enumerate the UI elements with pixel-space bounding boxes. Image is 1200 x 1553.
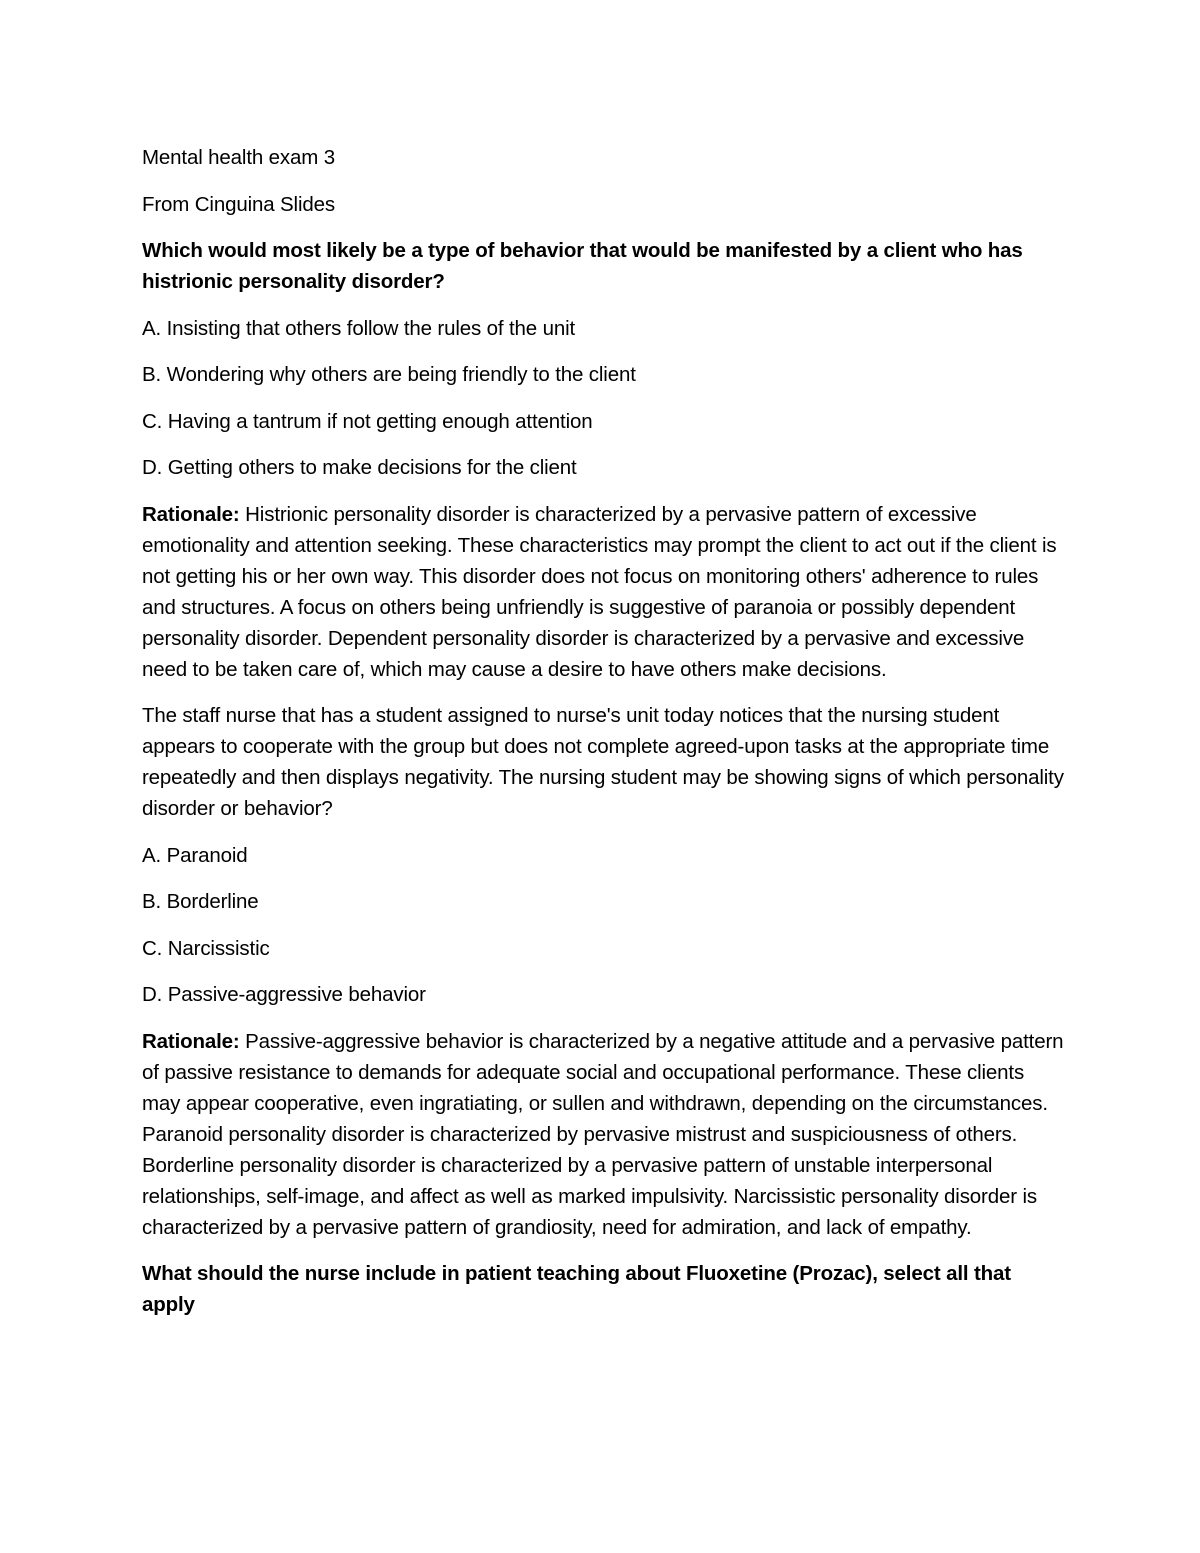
q1-option-a: A. Insisting that others follow the rules of the unit bbox=[142, 316, 576, 340]
question-1: Which would most likely be a type of behavior that would be manifested by a client who has histrionic personality disorder? bbox=[142, 239, 1023, 293]
q1-rationale-label: Rationale: bbox=[142, 502, 240, 526]
q2-rationale-label: Rationale: bbox=[142, 1029, 240, 1053]
document-page bbox=[142, 142, 1067, 1336]
question-2: The staff nurse that has a student assigned to nurse's unit today notices that the nursing student appears to cooperate with the group but does not complete agreed-upon tasks at the appropriate time repeatedly and then displays negativity. The nursing student may be showing signs of which personality disorder or behavior? bbox=[142, 704, 1064, 820]
document-source: From Cinguina Slides bbox=[142, 192, 335, 216]
q2-option-b: B. Borderline bbox=[142, 890, 259, 913]
q1-option-c: C. Having a tantrum if not getting enough attention bbox=[142, 409, 593, 433]
q1-rationale bbox=[142, 499, 1067, 685]
question-3: What should the nurse include in patient teaching about Fluoxetine (Prozac), select all that apply bbox=[142, 1262, 1011, 1316]
q2-rationale-text: Passive-aggressive behavior is characterized by a negative attitude and a pervasive pattern of passive resistance to demands for adequate social and occupational performance. These clients may appear cooperative, even ingratiating, or sullen and withdrawn, depending on the circumstances. Paranoid personality disorder is characterized by pervasive mistrust and suspiciousness of others. Borderline personality disorder is characterized by a pervasive pattern of unstable interpersonal relationships, self-image, and affect as well as marked impulsivity. Narcissistic personality disorder is characterized by a pervasive pattern of grandiosity, need for admiration, and lack of empathy. bbox=[142, 1029, 1064, 1239]
document-title: Mental health exam 3 bbox=[142, 146, 336, 169]
q1-option-b: B. Wondering why others are being friendly to the client bbox=[142, 363, 636, 386]
q2-option-a: A. Paranoid bbox=[142, 843, 248, 867]
q2-option-d: D. Passive-aggressive behavior bbox=[142, 983, 426, 1006]
q1-rationale-text: Histrionic personality disorder is characterized by a pervasive pattern of excessive emotionality and attention seeking. These characteristics may prompt the client to act out if the client is not getting his or her own way. This disorder does not focus on monitoring others' adherence to rules and structures. A focus on others being unfriendly is suggestive of paranoia or possibly dependent personality disorder. Dependent personality disorder is characterized by a pervasive and excessive need to be taken care of, which may cause a desire to have others make decisions. bbox=[142, 502, 1057, 681]
q2-rationale bbox=[142, 1026, 1067, 1243]
q2-option-c: C. Narcissistic bbox=[142, 936, 270, 960]
q1-option-d: D. Getting others to make decisions for the client bbox=[142, 456, 577, 479]
